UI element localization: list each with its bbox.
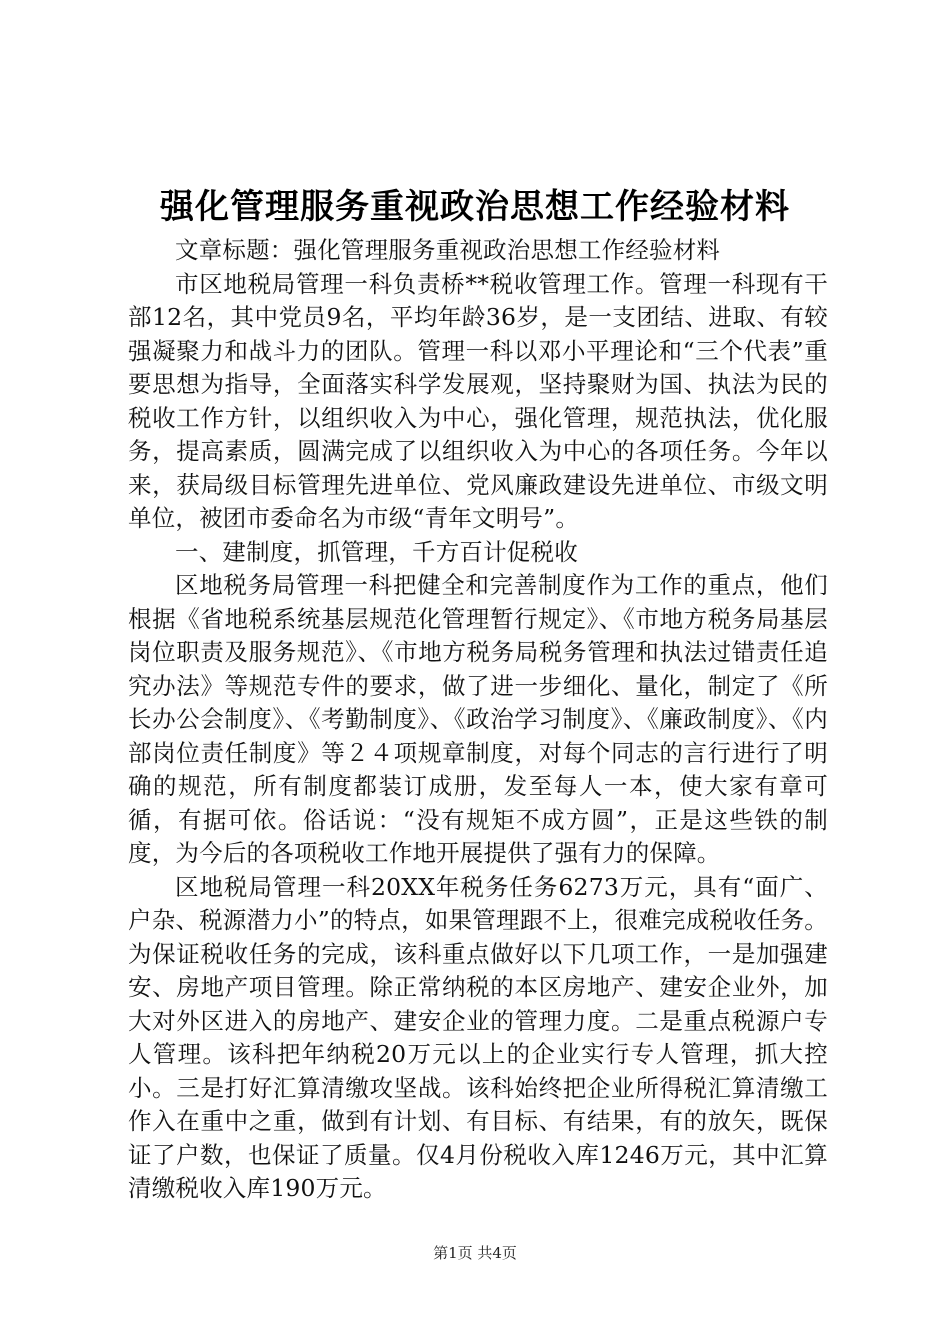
article-title-line: 文章标题：强化管理服务重视政治思想工作经验材料 bbox=[175, 236, 721, 264]
rules-paragraph: 区地税务局管理一科把健全和完善制度作为工作的重点，他们根据《省地税系统基层规范化管理暂行规定》、《市地方税务局基层岗位职责及服务规范》、《市地方税务局税务管理和执法过错责任追究办法》等规范专件的要求，做了进一步细化、量化，制定了《所长办公会制度》、《考勤制度》、《政治学习制度》、《廉政制度》、《内部岗位责任制度》等２４项规章制度，对每个同志的言行进行了明确的规范，所有制度都装订成册，发至每人一本，使大家有章可循，有据可依。俗话说：“没有规矩不成方圆”，正是这些铁的制度，为今后的各项税收工作地开展提供了强有力的保障。 bbox=[128, 571, 828, 867]
document-body bbox=[128, 234, 828, 1206]
section-heading: 一、建制度，抓管理，千方百计促税收 bbox=[175, 537, 578, 566]
page-number-footer: 第1页 共4页 bbox=[433, 1244, 517, 1262]
document-title: 强化管理服务重视政治思想工作经验材料 bbox=[160, 187, 790, 227]
intro-paragraph: 市区地税局管理一科负责桥**税收管理工作。管理一科现有干部12名，其中党员9名，平均年龄36岁，是一支团结、进取、有较强凝聚力和战斗力的团队。管理一科以邓小平理论和“三个代表”重要思想为指导，全面落实科学发展观，坚持聚财为国、执法为民的税收工作方针，以组织收入为中心，强化管理，规范执法，优化服务，提高素质，圆满完成了以组织收入为中心的各项任务。今年以来，获局级目标管理先进单位、党风廉政建设先进单位、市级文明单位，被团市委命名为市级“青年文明号”。 bbox=[128, 269, 828, 532]
tax-task-paragraph: 区地税局管理一科20XX年税务任务6273万元，具有“面广、户杂、税源潜力小”的特点，如果管理跟不上，很难完成税收任务。为保证税收任务的完成，该科重点做好以下几项工作，一是加强建安、房地产项目管理。除正常纳税的本区房地产、建安企业外，加大对外区进入的房地产、建安企业的管理力度。二是重点税源户专人管理。该科把年纳税20万元以上的企业实行专人管理，抓大控小。三是打好汇算清缴攻坚战。该科始终把企业所得税汇算清缴工作入在重中之重，做到有计划、有目标、有结果，有的放矢，既保证了户数，也保证了质量。仅4月份税收入库1246万元，其中汇算清缴税收入库190万元。 bbox=[128, 872, 828, 1202]
